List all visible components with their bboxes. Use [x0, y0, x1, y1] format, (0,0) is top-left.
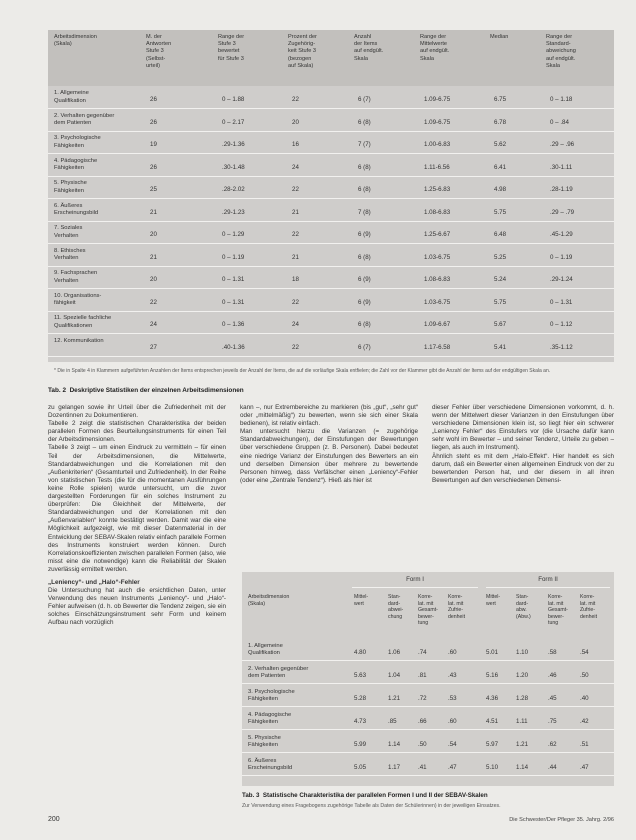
table-row [48, 336, 614, 357]
table-cell: 5.75 [494, 298, 507, 306]
table-cell: 4.36 [486, 695, 499, 702]
table-cell: 6 (9) [358, 276, 371, 283]
table-cell: 5.97 [486, 741, 499, 748]
table-cell: 20 [150, 231, 157, 238]
t2-header-cell: Prozent der Zugehörig- keit Stufe 3 (bezogen auf Skala) [288, 34, 317, 69]
table-cell: 4.73 [354, 718, 367, 725]
table-cell: 0 – 2.17 [222, 118, 245, 126]
table-cell: 27 [150, 343, 157, 351]
table-row [48, 88, 614, 109]
table-cell: .40-1.36 [222, 343, 245, 351]
table-cell: .81 [418, 672, 427, 679]
table-cell: .47 [448, 764, 457, 771]
table-cell: 7 (8) [358, 208, 371, 216]
table-cell: .45-1.29 [550, 231, 573, 238]
table-cell: 1.17 [388, 764, 401, 771]
table-cell: .75 [548, 718, 557, 725]
table-cell: 5.63 [354, 672, 367, 679]
table-cell: 6 (8) [358, 163, 371, 171]
table-row [48, 111, 614, 132]
t2-header-cell: Anzahl der Items auf endgült. Skala [354, 34, 384, 62]
paragraph: zu gelangen sowie ihr Urteil über die Zufriedenheit mit der Dozentinnen zu Dokumentieren. [48, 404, 226, 420]
table-row [242, 757, 614, 776]
table-cell: 6.75 [494, 96, 507, 103]
table-cell: 5.10 [486, 764, 499, 771]
table-cell: 1.20 [516, 672, 529, 679]
text-column-3 [432, 404, 614, 485]
table-cell: 6 (8) [358, 118, 371, 126]
table-cell: 6 (8) [358, 186, 371, 193]
table-cell: 5.62 [494, 141, 507, 148]
t2-header-cell: Arbeitsdimension (Skala) [54, 34, 97, 48]
table-row [48, 201, 614, 222]
table-cell: .29-1.24 [550, 276, 573, 283]
table-2-caption [48, 387, 244, 394]
table-cell: 0 – 1.31 [222, 298, 245, 306]
row-label: 6. Äußeres Erscheinungsbild [54, 202, 99, 217]
t2-header-cell: Median [490, 34, 509, 40]
table-cell: 0 – 1.18 [550, 96, 573, 103]
page-number: 200 [48, 816, 60, 823]
table-cell: 1.04 [388, 672, 401, 679]
table-cell: .53 [448, 695, 457, 702]
table-cell: 1.00-6.83 [424, 141, 451, 148]
row-label: 1. Allgemeine Qualifikation [54, 90, 89, 104]
table-cell: 5.05 [354, 764, 367, 771]
table-cell: .28-1.19 [550, 186, 573, 193]
table-cell: 1.14 [516, 764, 529, 771]
t3-group-form-1: Form I [352, 576, 478, 588]
table-3-caption-text: Statistische Charakteristika der parallelen Formen I und II der SEBAV-Skalen [262, 792, 488, 799]
table-cell: 21 [292, 208, 299, 216]
table-3 [242, 572, 614, 786]
table-cell: 22 [292, 298, 299, 306]
table-cell: 1.25-6.67 [424, 231, 451, 238]
table-cell: 18 [292, 276, 299, 283]
table-cell: 5.16 [486, 672, 499, 679]
table-cell: 0 – 1.19 [550, 253, 573, 261]
table-cell: 1.10 [516, 649, 529, 656]
table-cell: 1.21 [388, 695, 401, 702]
table-cell: 5.28 [354, 695, 367, 702]
table-cell: 16 [292, 141, 299, 148]
table-cell: 0 – 1.36 [222, 321, 245, 328]
table-cell: .45 [548, 695, 557, 702]
t2-header-cell: M. der Antworten Stufe 3 (Selbst- urteil) [146, 34, 172, 69]
table-cell: .62 [548, 741, 557, 748]
table-cell: 6.78 [494, 118, 507, 126]
table-cell: 6 (9) [358, 298, 371, 306]
table-cell: 19 [150, 141, 157, 148]
table-cell: 26 [150, 163, 157, 171]
table-cell: 1.17-6.58 [424, 343, 451, 351]
table-row [48, 178, 614, 199]
table-cell: 22 [292, 96, 299, 103]
row-label: 1. Allgemeine Qualifikation [248, 643, 283, 657]
table-cell: 6 (8) [358, 253, 371, 261]
table-cell: 5.24 [494, 276, 507, 283]
table-cell: 1.08-6.83 [424, 276, 451, 283]
table-cell: 26 [150, 118, 157, 126]
row-label: 8. Ethisches Verhalten [54, 247, 86, 262]
table-cell: .46 [548, 672, 557, 679]
table-cell: 0 – 1.31 [222, 276, 245, 283]
row-label: 11. Spezielle fachliche Qualifikationen [54, 315, 112, 329]
table-cell: 6 (7) [358, 343, 371, 351]
table-cell: .66 [418, 718, 427, 725]
table-row [242, 734, 614, 753]
table-row [242, 688, 614, 707]
t3-stub-header: Arbeitsdimension (Skala) [248, 594, 290, 607]
text-column-1 [48, 404, 226, 628]
table-cell: .41 [418, 764, 427, 771]
t2-header-cell: Range der Mittelwerte auf endgült. Skala [420, 34, 450, 62]
table-row [48, 223, 614, 244]
table-cell: 20 [292, 118, 299, 126]
table-cell: 4.98 [494, 186, 507, 193]
table-cell: 6 (8) [358, 321, 371, 328]
table-cell: .60 [448, 718, 457, 725]
table-row [48, 291, 614, 312]
t2-header-cell: Range der Stufe 3 bewertet für Stufe 3 [218, 34, 245, 62]
row-label: 2. Verhalten gegenüber dem Patienten [248, 666, 309, 680]
table-cell: .29 – .79 [550, 208, 575, 216]
table-cell: .29 – .96 [550, 141, 575, 148]
table-cell: 4.80 [354, 649, 367, 656]
table-cell: 1.14 [388, 741, 401, 748]
t2-header-cell: Range der Standard- abweichung auf endgült. Skala [546, 34, 576, 69]
table-row [242, 665, 614, 684]
table-cell: 22 [292, 186, 299, 193]
row-label: 9. Fachsprachen Verhalten [54, 270, 98, 284]
table-cell: 24 [292, 321, 299, 328]
table-cell: .54 [580, 649, 589, 656]
table-cell: 24 [150, 321, 157, 328]
row-label: 7. Soziales Verhalten [54, 225, 83, 239]
table-cell: 24 [292, 163, 299, 171]
table-cell: 5.41 [494, 343, 507, 351]
table-cell: 6 (7) [358, 96, 371, 103]
table-cell: 1.03-6.75 [424, 253, 451, 261]
t3-header-cell: Korre- lat. mit Gesamt- bewer- tung [548, 594, 568, 627]
table-3-caption-note: Zur Verwendung eines Fragebogens zugehörige Tabelle als Daten der Schülerinnen) in der jeweiligen Einsatzes. [242, 803, 501, 809]
table-cell: .85 [388, 718, 397, 725]
table-cell: 26 [150, 96, 157, 103]
row-label: 5. Physische Fähigkeiten [248, 735, 281, 749]
row-label: 12. Kommunikation [54, 337, 104, 344]
t3-header-cell: Mittel- wert [354, 594, 369, 607]
row-label: 10. Organisations- fähigkeit [54, 292, 102, 307]
table-cell: .42 [580, 718, 589, 725]
table-row [242, 711, 614, 730]
table-cell: 1.25-6.83 [424, 186, 451, 193]
table-2-caption-text: Deskriptive Statistiken der einzelnen Arbeitsdimensionen [69, 387, 244, 394]
table-row [48, 246, 614, 267]
table-cell: .44 [548, 764, 557, 771]
table-3-caption-label: Tab. 3 [242, 792, 260, 799]
table-cell: 6 (9) [358, 231, 371, 238]
table-row [48, 313, 614, 334]
table-2 [48, 30, 614, 362]
row-label: 4. Pädagogische Fähigkeiten [248, 712, 292, 726]
text-column-2 [240, 404, 418, 485]
table-cell: .72 [418, 695, 427, 702]
table-2-header [48, 30, 614, 86]
table-row [48, 133, 614, 154]
table-cell: 0 – 1.19 [222, 253, 245, 261]
table-cell: 1.09-6.67 [424, 321, 451, 328]
table-cell: .47 [580, 764, 589, 771]
table-cell: 1.11-6.56 [424, 163, 450, 171]
table-cell: 25 [150, 186, 157, 193]
table-cell: 22 [292, 343, 299, 351]
t3-header-cell: Korre- lat. mit Gesamt- bewer- tung [418, 594, 438, 627]
table-cell: 1.21 [516, 741, 529, 748]
table-cell: 1.11 [516, 718, 528, 725]
table-cell: 5.75 [494, 208, 507, 216]
table-cell: 1.09-6.75 [424, 118, 451, 126]
table-cell: .29-1.36 [222, 141, 245, 148]
table-2-caption-label: Tab. 2 [48, 387, 66, 394]
table-cell: .29-1.23 [222, 208, 245, 216]
table-cell: 0 – .84 [550, 118, 569, 126]
table-cell: .54 [448, 741, 457, 748]
table-cell: 1.08-6.83 [424, 208, 451, 216]
paragraph: Tabelle 3 zeigt – um einen Eindruck zu vermitteln – für einen Teil der Arbeitsdimensionen, die Mittelwerte, Standardabweichungen und die Korrelationen mit den „Außenkriterien“ (Gesamturteil und Zufriedenheit). In der Reihe von statistischen Tests (die für die momentanen Ausführungen keine Rolle spielen) wurde untersucht, um die zuvor dargestellten Forderungen für ein solches Instrument zu überprüfen: Die Gleichheit der Mittelwerte, der Standardabweichungen und der Korrelationen mit den „Außenvariablen“ konnte bestätigt werden. Damit war die eine Möglichkeit aufgezeigt, wie mit dieser Datenmaterial in der Entwicklung der SEBAV-Skalen relativ einfach parallele Formen des Instruments konstruiert werden können. Durch Korrelationskoeffizienten zwischen parallelen Formen (also, wie misst eine die notwendige) kann die Reliabilität der Skalen zuverlässig ermittelt werden. [48, 444, 226, 573]
table-cell: .43 [448, 672, 457, 679]
table-cell: 5.67 [494, 321, 507, 328]
table-cell: 20 [150, 276, 157, 283]
table-cell: 1.06 [388, 649, 401, 656]
row-label: 5. Physische Fähigkeiten [54, 180, 87, 194]
table-row [48, 268, 614, 289]
table-cell: 1.03-6.75 [424, 298, 451, 306]
table-cell: 1.09-6.75 [424, 96, 451, 103]
table-cell: 6.41 [494, 163, 507, 171]
table-2-footnote: * Die in Spalte 4 in Klammern aufgeführten Anzahlen der Items entsprechen jeweils der Anzahl der Items, die auf die vorläufige Skala entfielen; die Zahl vor der Klammer gibt die Anzahl der Items auf der endgültigen Skala an. [54, 368, 551, 374]
paragraph: Tabelle 2 zeigt die statistischen Charakteristika der beiden parallelen Formen des Beurteilungsinstruments für einen Teil der Arbeitsdimensionen. [48, 420, 226, 444]
row-label: 4. Pädagogische Fähigkeiten [54, 157, 98, 172]
journal-name: Die Schwester/Der Pfleger 35. Jahrg. 2/96 [509, 817, 614, 823]
paragraph: Die Untersuchung hat auch die ersichtlichen Daten, unter Verwendung des neuen Instruments „Leniency“- und „Halo“-Fehler aufweisen (d. h. ob Bewerter die Tendenz zeigen, sie ein solches Einschätzungsinstrument sehr Form und keinem Aufbau nach vorzüglich [48, 587, 226, 627]
table-cell: 5.99 [354, 741, 367, 748]
t3-header-cell: Korre- lat. mit Zufrie- denheit [448, 594, 466, 620]
table-3-caption [242, 792, 614, 799]
t3-header-cell: Mittel- wert [486, 594, 501, 607]
row-label: 6. Äußeres Erscheinungsbild [248, 758, 293, 772]
table-cell: 21 [150, 208, 157, 216]
paragraph: Man untersucht hierzu die Varianzen (= zugehörige Standardabweichungen), der Einstufungen der Bewertungen über verschiedene Gruppen (z. B. Personen). Dabei bedeutet eine niedrige Varianz der Einstufungen des Bewerters an ein und derselben Dimension über mehrere zu bewertende Personen hinweg, dass Verfälscher einen „Leniency“-Fehler (oder eine „Zentrale Tendenz“). Hieß als hier ist [240, 428, 418, 484]
paragraph: kann –, nur Extrembereiche zu markieren (bis „gut“, „sehr gut“ oder „mittelmäßig“) zu bewerten, wenn sie sich einer Skala bedienen), ist relativ einfach. [240, 404, 418, 428]
table-cell: 6.48 [494, 231, 507, 238]
table-cell: 0 – 1.29 [222, 231, 245, 238]
table-row [48, 156, 614, 177]
t3-header-cell: Stan- dard- abw. (Abw.) [516, 594, 531, 620]
t3-header-cell: Stan- dard- abwei- chung [388, 594, 404, 620]
table-row [242, 642, 614, 661]
table-cell: 7 (7) [358, 141, 371, 148]
table-cell: .28-2.02 [222, 186, 245, 193]
table-cell: .30-1.11 [550, 163, 573, 171]
table-cell: .58 [548, 649, 557, 656]
table-cell: 0 – 1.12 [550, 321, 573, 328]
table-cell: 22 [292, 231, 299, 238]
row-label: 3. Psychologische Fähigkeiten [54, 135, 101, 149]
table-cell: .50 [580, 672, 589, 679]
table-cell: .60 [448, 649, 457, 656]
table-cell: .51 [580, 741, 589, 748]
table-cell: .35-1.12 [550, 343, 573, 351]
table-cell: .30-1.48 [222, 163, 245, 171]
table-cell: 5.25 [494, 253, 507, 261]
paragraph: dieser Fehler über verschiedene Dimensionen vorkommt, d. h. wenn der Mittelwert dieser Varianzen in den Einstufungen über verschiedene Dimensionen klein ist, so liegt hier ein schwerer „Leniency Fehler“ des Einstufers vor (die Ursache dafür kann sehr wohl im Bewerter – und seiner Tendenz, Urteile zu geben – liegen, als auch im Instrument). [432, 404, 614, 452]
table-cell: 4.51 [486, 718, 499, 725]
table-cell: 5.01 [486, 649, 499, 656]
table-cell: .40 [580, 695, 589, 702]
table-cell: 22 [150, 298, 157, 306]
paragraph: Ähnlich steht es mit dem „Halo-Effekt“. Hier handelt es sich darum, daß ein Bewerter einen allgemeinen Eindruck von der zu bewertenden Person hat, und der diesem in all ihren Bewertungen auf den verschiedenen Dimensi- [432, 452, 614, 484]
t3-group-form-2: Form II [486, 576, 610, 588]
table-cell: 21 [292, 253, 299, 261]
table-cell: 0 – 1.31 [550, 298, 573, 306]
table-cell: 21 [150, 253, 157, 261]
row-label: 2. Verhalten gegenüber dem Patienten [54, 112, 115, 127]
table-cell: .74 [418, 649, 427, 656]
row-label: 3. Psychologische Fähigkeiten [248, 689, 295, 703]
table-cell: .50 [418, 741, 427, 748]
table-cell: 0 – 1.88 [222, 96, 245, 103]
section-heading: „Leniency“- und „Halo“-Fehler [48, 578, 140, 586]
table-cell: 1.28 [516, 695, 529, 702]
t3-header-cell: Korre- lat. mit Zufrie- denheit [580, 594, 598, 620]
